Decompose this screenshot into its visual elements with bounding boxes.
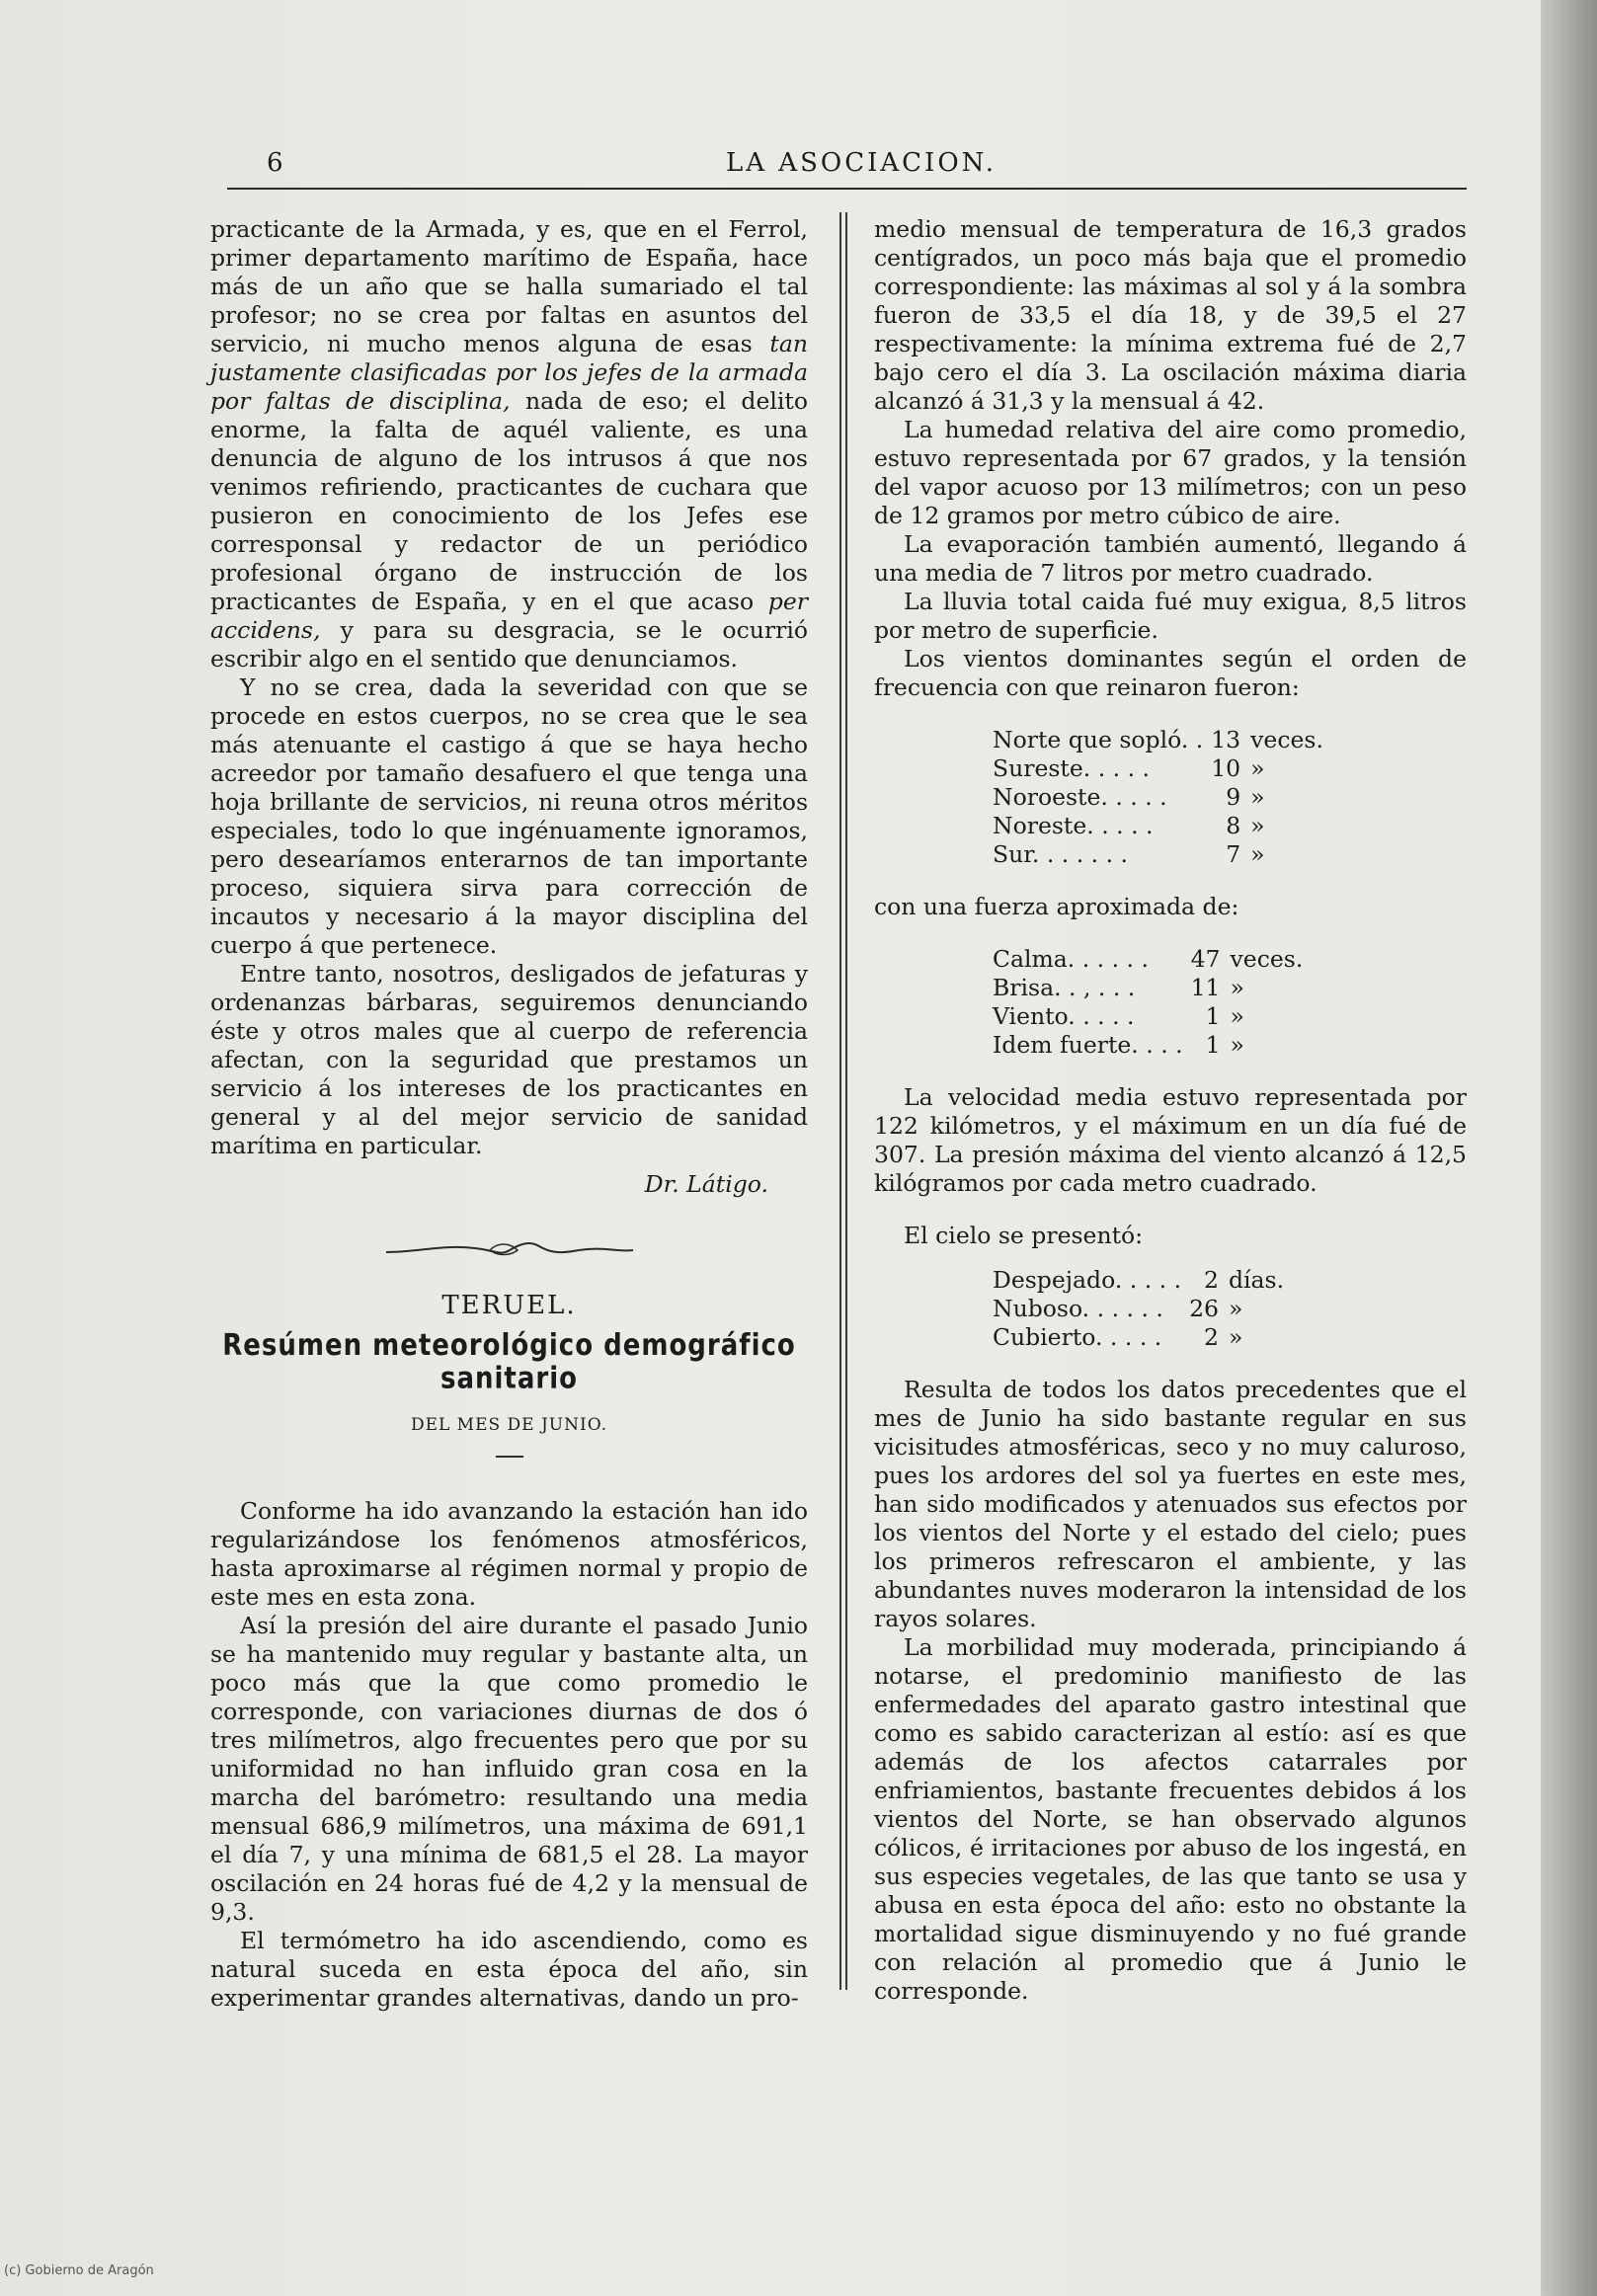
right-column	[874, 215, 1467, 2006]
column-divider-left	[839, 212, 841, 1990]
table-row: Brisa. . , . . . 11 »	[993, 974, 1244, 1001]
article-paragraph: Y no se crea, dada la severidad con que se procede en estos cuerpos, no se crea que le sea más atenuante el castigo á que se haya hecho acreedor por tamaño desafuero el que tenga una hoja brillante de servicios, ni reuna otros méritos especiales, todo lo que ingénuamente ignoramos, pero desearíamos enterarnos de tan importante proceso, siquiera sirva para corrección de incautos y necesario á la mayor disciplina del cuerpo á que pertenece.	[210, 673, 808, 959]
table-row: Idem fuerte. . . . 1 »	[993, 1031, 1244, 1059]
page-number: 6	[267, 148, 284, 178]
report-paragraph: La morbilidad muy moderada, principiando á notarse, el predominio manifiesto de las enfermedades del aparato gastro intestinal que como es sabido caracterizan al estío: así es que además de los afectos catarrales por enfriamientos, bastante frecuentes debidos á los vientos del Norte, se han observado algunos cólicos, é irritaciones por abuso de los ingestá, en sus especies vegetales, de las que tanto se usa y abusa en esta época del año: esto no obstante la mortalidad sigue disminuyendo y no fué grande con relación al promedio que á Junio le corresponde.	[874, 1633, 1467, 2005]
report-paragraph: La lluvia total caida fué muy exigua, 8,5 litros por metro de superficie.	[874, 588, 1467, 644]
report-paragraph: La evaporación también aumentó, llegando á una media de 7 litros por metro cuadrado.	[874, 530, 1467, 587]
section-title: TERUEL.	[441, 1291, 577, 1320]
table-row: Norte que sopló. . 13 veces.	[993, 726, 1323, 753]
report-paragraph: Resulta de todos los datos precedentes que el mes de Junio ha sido bastante regular en sus vicisitudes atmosféricas, seco y no muy caluroso, pues los ardores del sol ya fuertes en este mes, han sido modificados y atenuados sus efectos por los vientos del Norte y el estado del cielo; pues los primeros refrescaron el ambiente, y las abundantes nuves moderaron la intensidad de los rayos solares.	[874, 1376, 1467, 1632]
wind-force-table	[993, 945, 1303, 1060]
short-divider	[496, 1456, 523, 1458]
page-edge-shadow	[1541, 0, 1597, 2296]
report-paragraph: con una fuerza aproximada de:	[874, 893, 1239, 920]
report-paragraph: El termómetro ha ido ascendiendo, como es natural suceda en esta época del año, sin experimentar grandes alternativas, dando un pro-	[210, 1927, 808, 2012]
copyright-watermark: (c) Gobierno de Aragón	[4, 2263, 154, 2278]
italic-phrase: tan justamente clasificadas por los jefes de la armada por faltas de disciplina,	[210, 330, 808, 415]
section-month: DEL MES DE JUNIO.	[410, 1415, 608, 1435]
ornament-divider-icon	[381, 1238, 638, 1262]
header-rule	[227, 188, 1467, 190]
table-row: Noroeste. . . . . 9 »	[993, 783, 1265, 811]
table-row: Calma. . . . . . 47 veces.	[993, 945, 1304, 973]
table-row: Sureste. . . . . 10 »	[993, 754, 1265, 782]
table-row: Despejado. . . . . 2 días.	[993, 1266, 1285, 1294]
report-paragraph: El cielo se presentó:	[904, 1222, 1144, 1249]
publication-title: LA ASOCIACION.	[726, 148, 997, 178]
table-row: Sur. . . . . . . 7 »	[993, 840, 1265, 868]
winds-table	[993, 726, 1323, 869]
table-row: Noreste. . . . . 8 »	[993, 812, 1265, 839]
column-divider-right	[845, 212, 847, 1990]
article-paragraph: Entre tanto, nosotros, desligados de jefaturas y ordenanzas bárbaras, seguiremos denunciando éste y otros males que al cuerpo de referencia afectan, con la seguridad que prestamos un servicio á los intereses de los practicantes en general y al del mejor servicio de sanidad marítima en particular.	[210, 960, 808, 1159]
table-row: Cubierto. . . . . 2 »	[993, 1323, 1243, 1351]
section-subtitle: Resúmen meteorológico demográfico sanitario	[222, 1328, 796, 1396]
report-paragraph: medio mensual de temperatura de 16,3 grados centígrados, un poco más baja que el promedio correspondiente: las máximas al sol y á la sombra fueron de 33,5 el día 18, y de 39,5 el 27 respectivamente: la mínima extrema fué de 2,7 bajo cero el día 3. La oscilación máxima diaria alcanzó á 31,3 y la mensual á 42.	[874, 215, 1467, 415]
sky-table	[993, 1266, 1284, 1352]
article-paragraph: practicante de la Armada, y es, que en el Ferrol, primer departamento marítimo de España, hace más de un año que se halla sumariado el tal profesor; no se crea por faltas en asuntos del servicio, ni mucho menos alguna de esas tan justamente clasificadas por los jefes de la armada por faltas de disciplina, nada de eso; el delito enorme, la falta de aquél valiente, es una denuncia de alguno de los intrusos á que nos venimos refiriendo, practicantes de cuchara que pusieron en conocimiento de los Jefes ese corresponsal y redactor de un periódico profesional órgano de instrucción de los practicantes de España, y en el que acaso per accidens, y para su desgracia, se le ocurrió escribir algo en el sentido que denunciamos.	[210, 215, 808, 673]
table-row: Viento. . . . . 1 »	[993, 1002, 1244, 1030]
page-header	[227, 148, 1467, 184]
left-column	[210, 215, 808, 2013]
report-paragraph: La humedad relativa del aire como promedio, estuvo representada por 67 grados, y la tensión del vapor acuoso por 13 milímetros; con un peso de 12 gramos por metro cúbico de aire.	[874, 416, 1467, 529]
table-row: Nuboso. . . . . . 26 »	[993, 1295, 1243, 1322]
report-paragraph: Conforme ha ido avanzando la estación han ido regularizándose los fenómenos atmosféricos, hasta aproximarse al régimen normal y propio de este mes en esta zona.	[210, 1497, 808, 1611]
report-paragraph: Así la presión del aire durante el pasado Junio se ha mantenido muy regular y bastante alta, un poco más que la que como promedio le corresponde, con variaciones diurnas de dos ó tres milímetros, algo frecuentes pero que por su uniformidad no han influido gran cosa en la marcha del barómetro: resultando una media mensual 686,9 milímetros, una máxima de 691,1 el día 7, y una mínima de 681,5 el 28. La mayor oscilación en 24 horas fué de 4,2 y la mensual de 9,3.	[210, 1612, 808, 1926]
italic-phrase: per accidens,	[210, 588, 808, 644]
report-paragraph: Los vientos dominantes según el orden de frecuencia con que reinaron fueron:	[874, 645, 1467, 701]
article-signature: Dr. Látigo.	[644, 1170, 768, 1198]
report-paragraph: La velocidad media estuvo representada por 122 kilómetros, y el máximum en un día fué de 307. La presión máxima del viento alcanzó á 12,5 kilógramos por cada metro cuadrado.	[874, 1083, 1467, 1197]
